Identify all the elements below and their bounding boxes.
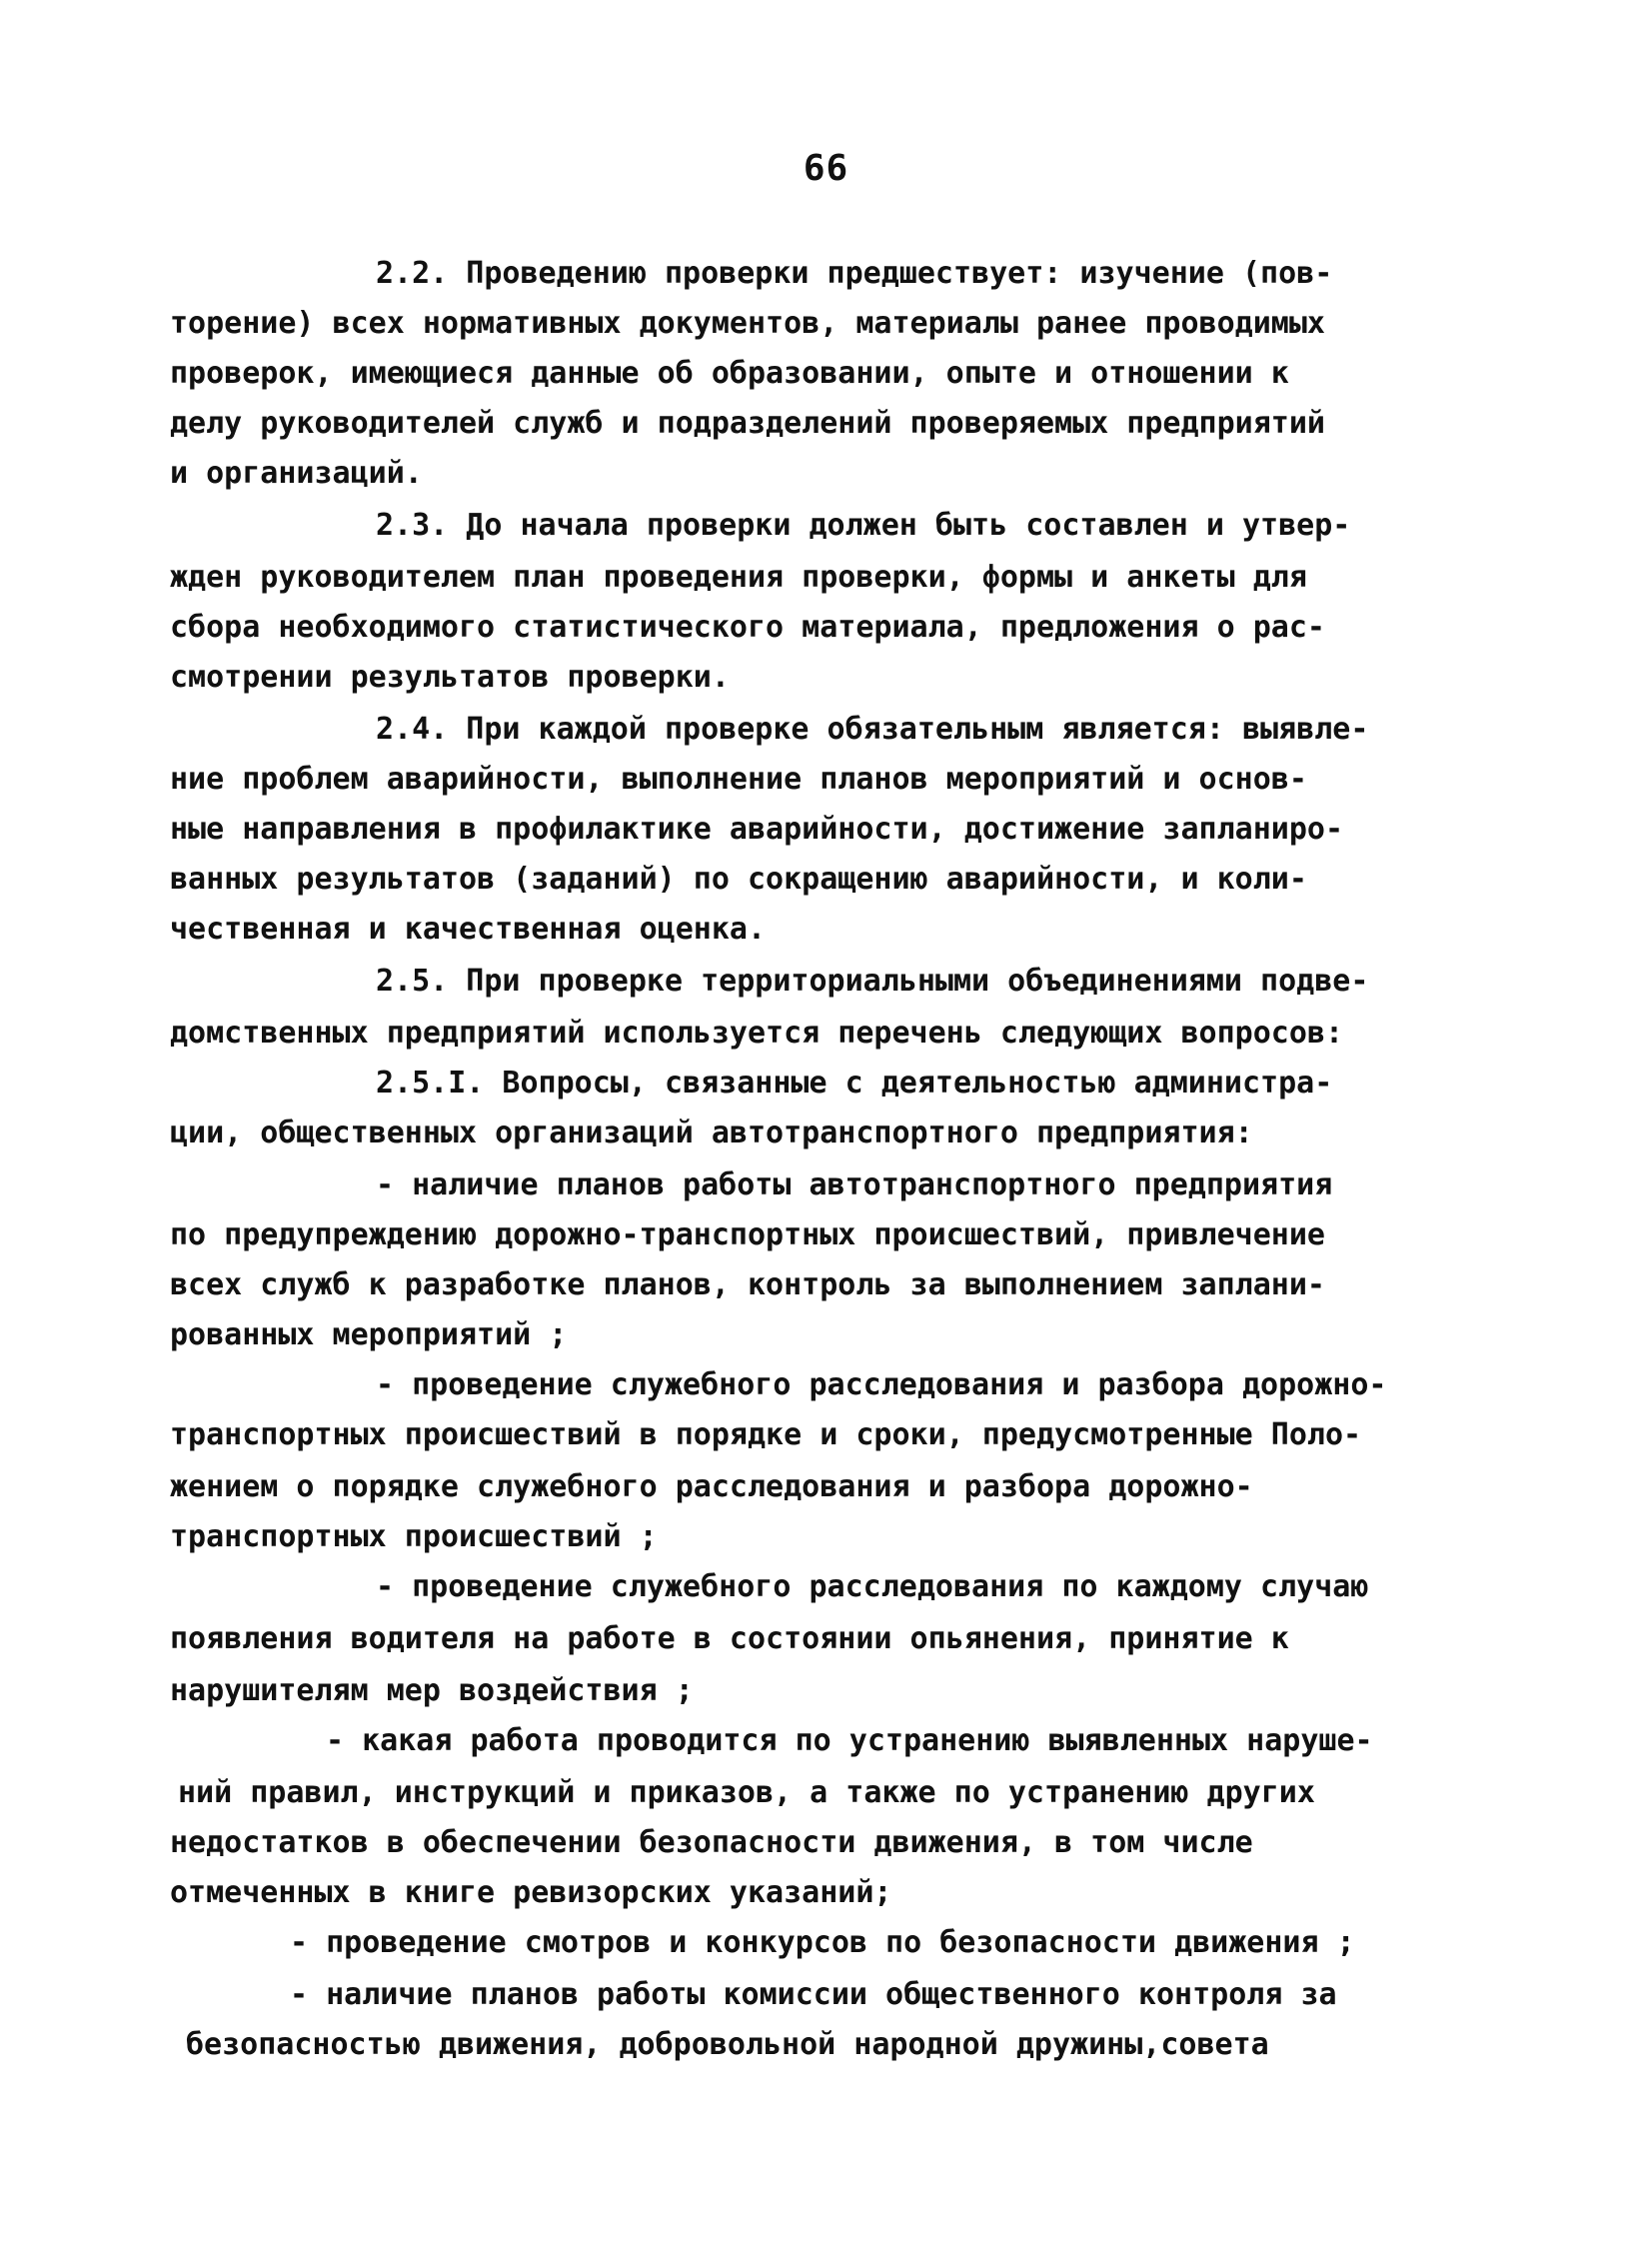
text-line: домственных предприятий используется перечень следующих вопросов: <box>170 1016 1343 1051</box>
text-line: торение) всех нормативных документов, материалы ранее проводимых <box>170 306 1325 341</box>
text-line: ции, общественных организаций автотранспортного предприятия: <box>170 1116 1253 1150</box>
text-line: ние проблем аварийности, выполнение планов мероприятий и основ- <box>170 762 1307 797</box>
text-line: - наличие планов работы автотранспортного предприятия <box>376 1167 1333 1202</box>
text-line: недостатков в обеспечении безопасности движения, в том числе <box>170 1825 1253 1860</box>
text-line: - проведение служебного расследования по каждому случаю <box>376 1569 1369 1604</box>
text-line: ний правил, инструкций и приказов, а также по устранению других <box>178 1775 1315 1810</box>
text-line: - проведение служебного расследования и разбора дорожно- <box>376 1367 1387 1402</box>
text-line: по предупреждению дорожно-транспортных происшествий, привлечение <box>170 1217 1325 1252</box>
text-line: отмеченных в книге ревизорских указаний; <box>170 1875 892 1910</box>
text-line: безопасностью движения, добровольной народной дружины,совета <box>186 2027 1269 2062</box>
text-line: - какая работа проводится по устранению выявленных наруше- <box>326 1723 1373 1758</box>
text-line: транспортных происшествий в порядке и сроки, предусмотренные Поло- <box>170 1417 1362 1452</box>
page-number: 66 <box>803 148 849 189</box>
text-line: жением о порядке служебного расследования и разбора дорожно- <box>170 1469 1253 1504</box>
text-line: всех служб к разработке планов, контроль за выполнением заплани- <box>170 1267 1325 1302</box>
text-line: рованных мероприятий ; <box>170 1317 568 1352</box>
text-line: 2.5.I. Вопросы, связанные с деятельностью администра- <box>376 1066 1333 1101</box>
text-line: - наличие планов работы комиссии общественного контроля за <box>290 1977 1337 2012</box>
text-line: смотрении результатов проверки. <box>170 660 730 695</box>
text-line: проверок, имеющиеся данные об образовании, опыте и отношении к <box>170 356 1289 391</box>
text-line: 2.2. Проведению проверки предшествует: изучение (пов- <box>376 256 1333 291</box>
text-line: чественная и качественная оценка. <box>170 912 767 947</box>
text-line: делу руководителей служб и подразделений проверяемых предприятий <box>170 406 1325 441</box>
text-line: 2.5. При проверке территориальными объединениями подве- <box>376 964 1369 999</box>
text-line: жден руководителем план проведения проверки, формы и анкеты для <box>170 560 1307 595</box>
text-line: 2.3. До начала проверки должен быть составлен и утвер- <box>376 508 1351 543</box>
text-line: 2.4. При каждой проверке обязательным является: выявле- <box>376 712 1369 747</box>
text-line: нарушителям мер воздействия ; <box>170 1673 694 1708</box>
text-line: сбора необходимого статистического материала, предложения о рас- <box>170 610 1325 645</box>
text-line: появления водителя на работе в состоянии опьянения, принятие к <box>170 1621 1289 1656</box>
text-line: ные направления в профилактике аварийности, достижение запланиро- <box>170 812 1343 847</box>
text-line: и организаций. <box>170 456 423 491</box>
text-line: - проведение смотров и конкурсов по безопасности движения ; <box>290 1925 1355 1960</box>
text-line: транспортных происшествий ; <box>170 1519 658 1554</box>
text-line: ванных результатов (заданий) по сокращению аварийности, и коли- <box>170 862 1307 897</box>
